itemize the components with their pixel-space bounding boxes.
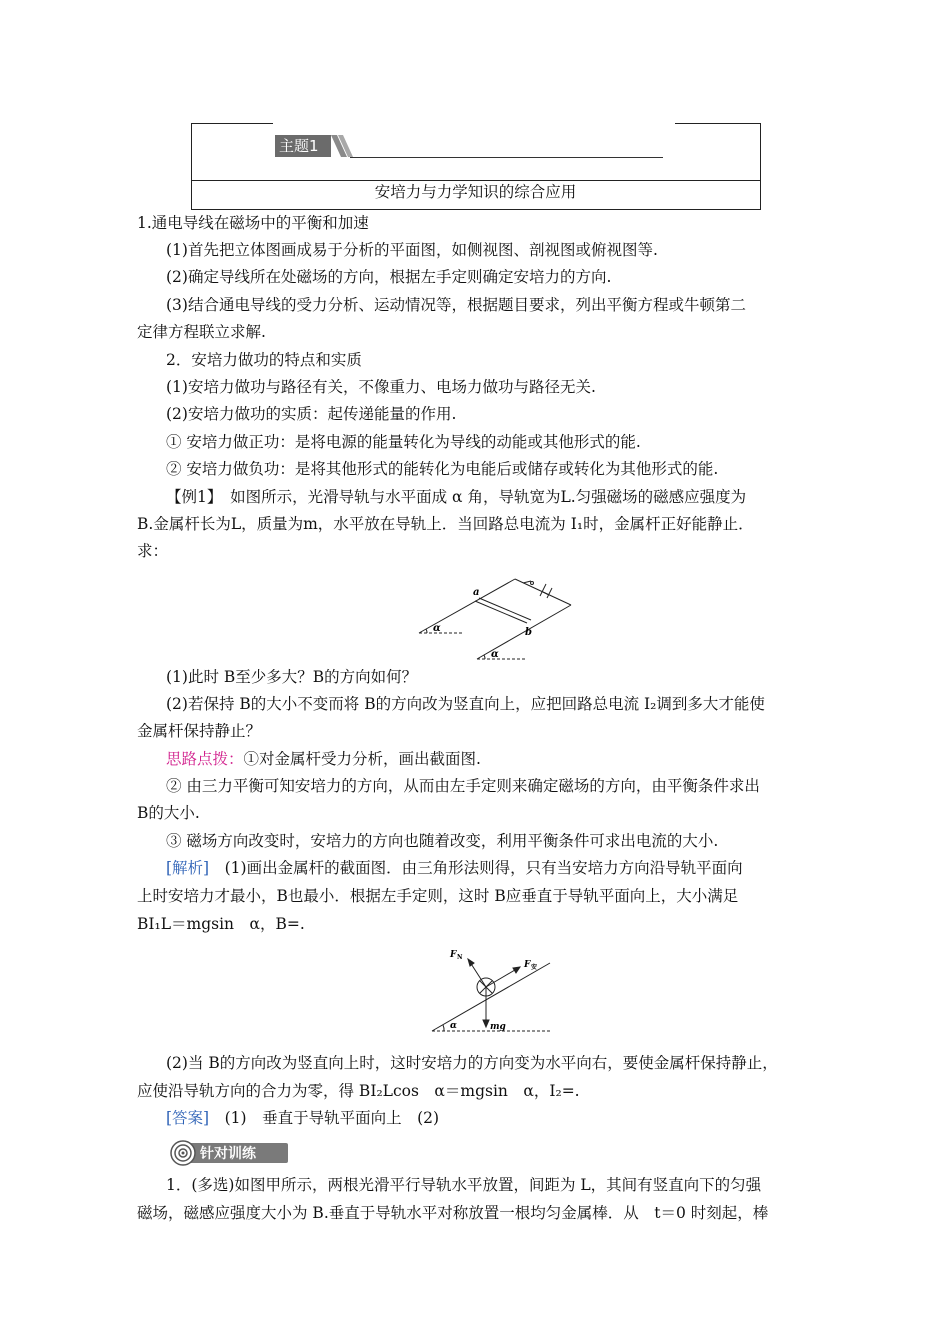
answer-line [166,1108,846,1128]
fig1-label-alpha1: α [433,623,441,634]
answer-text: (1) 垂直于导轨平面向上 (2) [209,1109,440,1127]
fig2-label-fn-sub: N [457,954,463,961]
figure-inclined-rails [415,575,575,660]
figure-force-diagram [430,945,555,1035]
section1-p3b: 定律方程联立求解. [137,323,266,341]
solution-line1 [166,858,846,878]
header-border-top-left [191,123,273,124]
section1-p1: (1)首先把立体图画成易于分析的平面图，如侧视图、剖视图或俯视图等. [166,241,658,259]
fig2-label-fn: F [450,950,457,960]
question2b: 金属杆保持静止？ [137,722,262,740]
hint-p1: ①对金属杆受力分析，画出截面图. [243,750,481,768]
hint-p2a: ② 由三力平衡可知安培力的方向，从而由左手定则来确定磁场的方向，由平衡条件求出 [166,777,760,795]
fig2-label-fa: F [524,960,531,970]
hint-label: 思路点拨： [166,750,244,768]
solution-line3: BI₁L＝mgsin α，B=. [137,915,305,933]
section1-heading: 1.通电导线在磁场中的平衡和加速 [137,214,369,232]
fig1-label-b: b [525,627,532,638]
example-line1 [166,487,846,507]
section2-heading: 2．安培力做功的特点和实质 [166,351,362,369]
fig2-label-alpha: α [450,1021,457,1031]
fig2-label-fa-sub: 安 [531,964,538,971]
question1: (1)此时 B至少多大？B的方向如何？ [166,668,418,686]
answer-label: [答案] [166,1109,210,1127]
hint-p2b: B的大小. [137,804,200,822]
header-border-top-right [675,123,760,124]
hint-p3: ③ 磁场方向改变时，安培力的方向也随着改变，利用平衡条件可求出电流的大小. [166,832,719,850]
topic-underline [350,157,663,158]
section1-p2: (2)确定导线所在处磁场的方向，根据左手定则确定安培力的方向. [166,268,612,286]
section2-p4: ② 安培力做负功：是将其他形式的能转化为电能后或储存或转化为其他形式的能. [166,460,719,478]
solution-label: [解析] [166,859,210,877]
fig1-label-a: a [473,587,480,598]
solution-line2: 上时安培力才最小，B也最小．根据左手定则，这时 B应垂直于导轨平面向上，大小满足 [137,887,739,905]
section2-p1: (1)安培力做功与路径有关，不像重力、电场力做功与路径无关. [166,378,596,396]
header-divider [191,180,760,181]
solution-line4: (2)当 B的方向改为竖直向上时，这时安培力的方向变为水平向右，要使金属杆保持静止， [166,1054,778,1072]
training-badge-text: 针对训练 [200,1146,256,1162]
topic-title: 安培力与力学知识的综合应用 [374,183,577,201]
section2-p3: ① 安培力做正功：是将电源的能量转化为导线的动能或其他形式的能. [166,433,641,451]
fig1-label-alpha2: α [491,649,499,660]
section1-p3a: (3)结合通电导线的受力分析、运动情况等，根据题目要求，列出平衡方程或牛顿第二 [166,296,746,314]
hint-line1 [166,749,846,769]
training-line2: 磁场，磁感应强度大小为 B.垂直于导轨水平对称放置一根均匀金属棒．从 t＝0 时刻起，棒 [137,1204,769,1222]
solution-line5: 应使沿导轨方向的合力为零，得 BI₂Lcos α＝mgsin α，I₂=. [137,1082,580,1100]
section2-p2: (2)安培力做功的实质：起传递能量的作用. [166,405,457,423]
example-line2: B.金属杆长为L，质量为m，水平放在导轨上．当回路总电流为 I₁时，金属杆正好能静止． [137,515,754,533]
question2a: (2)若保持 B的大小不变而将 B的方向改为竖直向上，应把回路总电流 I₂调到多大才能使 [166,695,765,713]
example-line3: 求： [137,542,169,560]
training-badge [170,1140,290,1166]
solution-line1-text: (1)画出金属杆的截面图．由三角形法则得，只有当安培力方向沿导轨平面向 [209,859,743,877]
fig2-label-mg: mg [490,1022,506,1032]
topic-badge [275,135,355,157]
training-line1: 1．(多选)如图甲所示，两根光滑平行导轨水平放置，间距为 L，其间有竖直向下的匀强 [166,1176,762,1194]
example-line1-text: 如图所示，光滑导轨与水平面成 α 角，导轨宽为L.匀强磁场的磁感应强度为 [214,488,747,506]
example-label: 【例1】 [166,488,215,506]
topic-badge-text: 主题1 [279,137,319,155]
